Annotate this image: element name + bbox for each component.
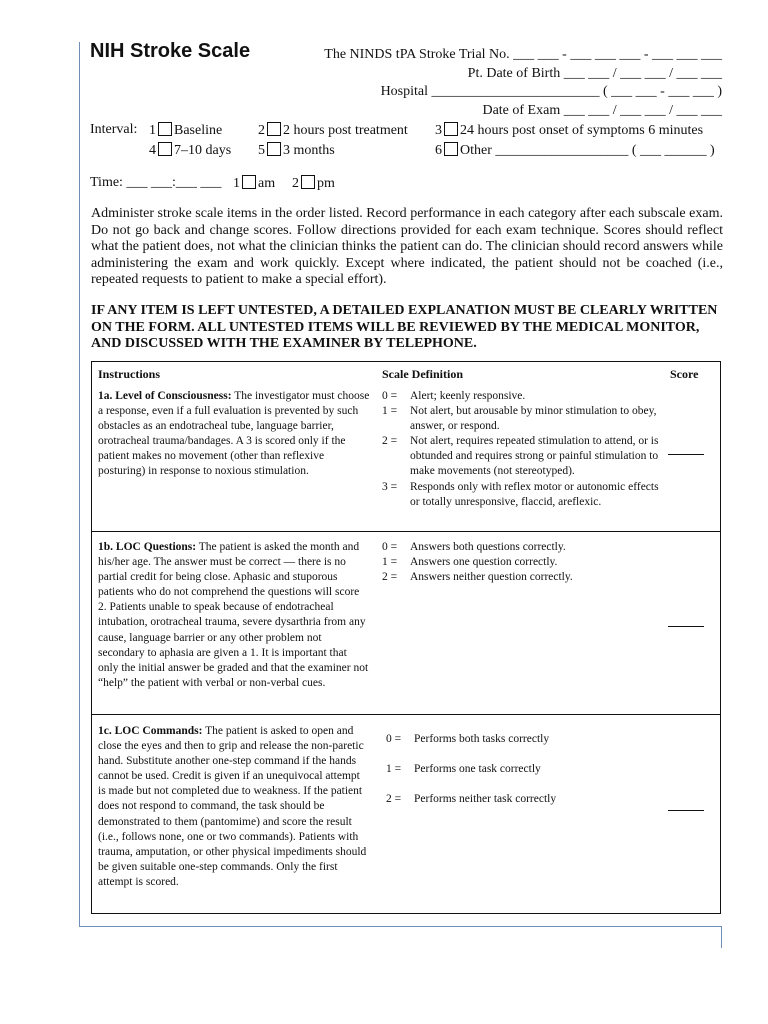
scale-text: Answers both questions correctly. [410, 541, 566, 553]
header-instructions: Instructions [98, 367, 161, 381]
option-number: 1 [233, 176, 240, 191]
scale-value: 0 = [382, 390, 398, 402]
header-score: Score [670, 367, 699, 381]
scale-value: 1 = [386, 763, 402, 775]
scale-text: Answers neither question correctly. [410, 571, 573, 584]
option-number: 2 [258, 123, 265, 138]
scale-value: 0 = [386, 733, 402, 745]
scale-text: Performs neither task correctly [414, 793, 557, 805]
instruction-1a [98, 389, 370, 480]
scale-option [382, 570, 662, 585]
administration-instructions: Administer stroke scale items in the order listed. Record performance in each category after each subscale exam. Do not go back and change scores. Follow directions provided for each exam technique. Scores should reflect what the patient does, not what the clinician thinks the patient can do. The clinician should record answers while administering the exam and work quickly. Except where indicated, the patient should not be coached (i.e., repeated requests to patient to make a special effort). [91, 206, 723, 287]
option-label: Baseline [174, 123, 223, 138]
score-field-1b[interactable] [668, 626, 704, 627]
scale-option [382, 389, 662, 404]
interval-option-baseline[interactable] [149, 122, 222, 139]
checkbox[interactable] [158, 122, 172, 136]
checkbox[interactable] [267, 122, 281, 136]
scale-1c [386, 724, 666, 814]
scale-text: Not alert, but arousable by minor stimulation to obey, answer, or respond. [410, 405, 657, 433]
interval-option-3-months[interactable] [258, 142, 335, 159]
scale-text: Performs both tasks correctly [414, 733, 550, 745]
scale-table [91, 361, 721, 914]
checkbox[interactable] [301, 175, 315, 189]
option-number: 1 [149, 123, 156, 138]
option-number: 4 [149, 143, 156, 158]
checkbox[interactable] [444, 122, 458, 136]
scale-value: 2 = [382, 435, 398, 448]
scale-option [382, 480, 662, 510]
interval-option-24-hours[interactable] [435, 122, 703, 139]
scale-option [382, 540, 662, 555]
row-divider [92, 714, 720, 715]
instruction-1b [98, 540, 370, 691]
trial-number-field[interactable]: The NINDS tPA Stroke Trial No. ___ ___ - ___ ___ ___ - ___ ___ ___ [324, 47, 722, 62]
option-label: 7–10 days [174, 143, 232, 158]
hospital-field[interactable]: Hospital ________________________ ( ___ ___ - ___ ___ ) [380, 84, 722, 99]
score-field-1c[interactable] [668, 810, 704, 811]
item-title: 1c. LOC Commands: [98, 725, 203, 737]
option-number: 6 [435, 143, 442, 158]
scale-1b [382, 540, 662, 585]
scale-value: 2 = [382, 571, 398, 584]
time-field[interactable]: Time: ___ ___:___ ___ [90, 175, 222, 190]
item-title: 1b. LOC Questions: [98, 541, 197, 553]
page-border-right [721, 926, 722, 948]
option-number: 5 [258, 143, 265, 158]
page-border-bottom [79, 926, 722, 927]
header-scale-definition: Scale Definition [382, 367, 463, 381]
scale-text: Performs one task correctly [414, 763, 541, 775]
option-label: Other ___________________ ( ___ ______ ) [460, 143, 715, 158]
score-field-1a[interactable] [668, 454, 704, 455]
scale-option [386, 784, 666, 814]
scale-text: Responds only with reflex motor or autonomic effects or totally unresponsive, flaccid, areflexic. [410, 480, 659, 508]
scale-option [382, 555, 662, 570]
interval-option-7-10-days[interactable] [149, 142, 231, 159]
scale-value: 1 = [382, 405, 398, 418]
option-label: 3 months [283, 143, 335, 158]
item-text: The patient is asked the month and his/her age. The answer must be correct — there is no partial credit for being close. Aphasic and stuporous patients who do not comprehend the questions will score 2. Patients unable to speak because of endotracheal intubation, orotracheal trauma, severe dysarthria from any cause, language barrier or any other problem not secondary to aphasia are given a 1. It is important that only the initial answer be graded and that the examiner not “help” the patient with verbal or non-verbal cues. [98, 541, 369, 689]
date-of-birth-field[interactable]: Pt. Date of Birth ___ ___ / ___ ___ / ___ ___ [467, 66, 722, 81]
interval-label: Interval: [90, 122, 138, 137]
interval-option-other[interactable] [435, 142, 715, 159]
instruction-1c [98, 724, 370, 890]
time-pm-option[interactable] [292, 175, 335, 192]
scale-value: 3 = [382, 480, 398, 493]
form-title: NIH Stroke Scale [90, 40, 251, 62]
scale-1a [382, 389, 662, 510]
row-divider [92, 531, 720, 532]
time-am-option[interactable] [233, 175, 275, 192]
item-text: The patient is asked to open and close the eyes and then to grip and release the non-paretic hand. Substitute another one-step command if the hands cannot be used. Credit is given if an unequivocal attempt is made but not completed due to weakness. If the patient does not respond to command, the task should be demonstrated to them (pantomime) and score the result (i.e., follows none, one or two commands). Patients with trauma, amputation, or other physical impediments should be given suitable one-step commands. Only the first attempt is scored. [98, 725, 367, 888]
option-number: 3 [435, 123, 442, 138]
scale-option [382, 434, 662, 479]
option-number: 2 [292, 176, 299, 191]
checkbox[interactable] [267, 142, 281, 156]
option-label: 24 hours post onset of symptoms 6 minutes [460, 123, 704, 138]
scale-text: Answers one question correctly. [410, 556, 558, 569]
exam-date-field[interactable]: Date of Exam ___ ___ / ___ ___ / ___ ___ [482, 103, 722, 118]
option-label: pm [317, 176, 335, 191]
scale-option [386, 754, 666, 784]
scale-value: 0 = [382, 541, 398, 553]
scale-text: Not alert, requires repeated stimulation to attend, or is obtunded and requires strong or painful stimulation to make movements (not stereotyped). [410, 435, 659, 478]
untested-items-warning: IF ANY ITEM IS LEFT UNTESTED, A DETAILED EXPLANATION MUST BE CLEARLY WRITTEN ON THE FORM. ALL UNTESTED ITEMS WILL BE REVIEWED BY THE MEDICAL MONITOR, AND DISCUSSED WITH THE EXAMINER BY TELEPHONE. [91, 303, 718, 351]
scale-value: 2 = [386, 793, 402, 805]
scale-value: 1 = [382, 556, 398, 569]
option-label: 2 hours post treatment [283, 123, 408, 138]
scale-option [382, 404, 662, 434]
scale-option [386, 724, 666, 754]
checkbox[interactable] [158, 142, 172, 156]
item-title: 1a. Level of Consciousness: [98, 390, 232, 402]
option-label: am [258, 176, 276, 191]
item-text: The investigator must choose a response, even if a full evaluation is prevented by such obstacles as an endotracheal tube, language barrier, orotracheal trauma/bandages. A 3 is scored only if the patient makes no movement (other than reflexive posturing) in response to noxious stimulation. [98, 390, 370, 478]
checkbox[interactable] [444, 142, 458, 156]
checkbox[interactable] [242, 175, 256, 189]
page-border-left [79, 42, 80, 926]
scale-text: Alert; keenly responsive. [410, 390, 526, 402]
interval-option-2-hours[interactable] [258, 122, 408, 139]
